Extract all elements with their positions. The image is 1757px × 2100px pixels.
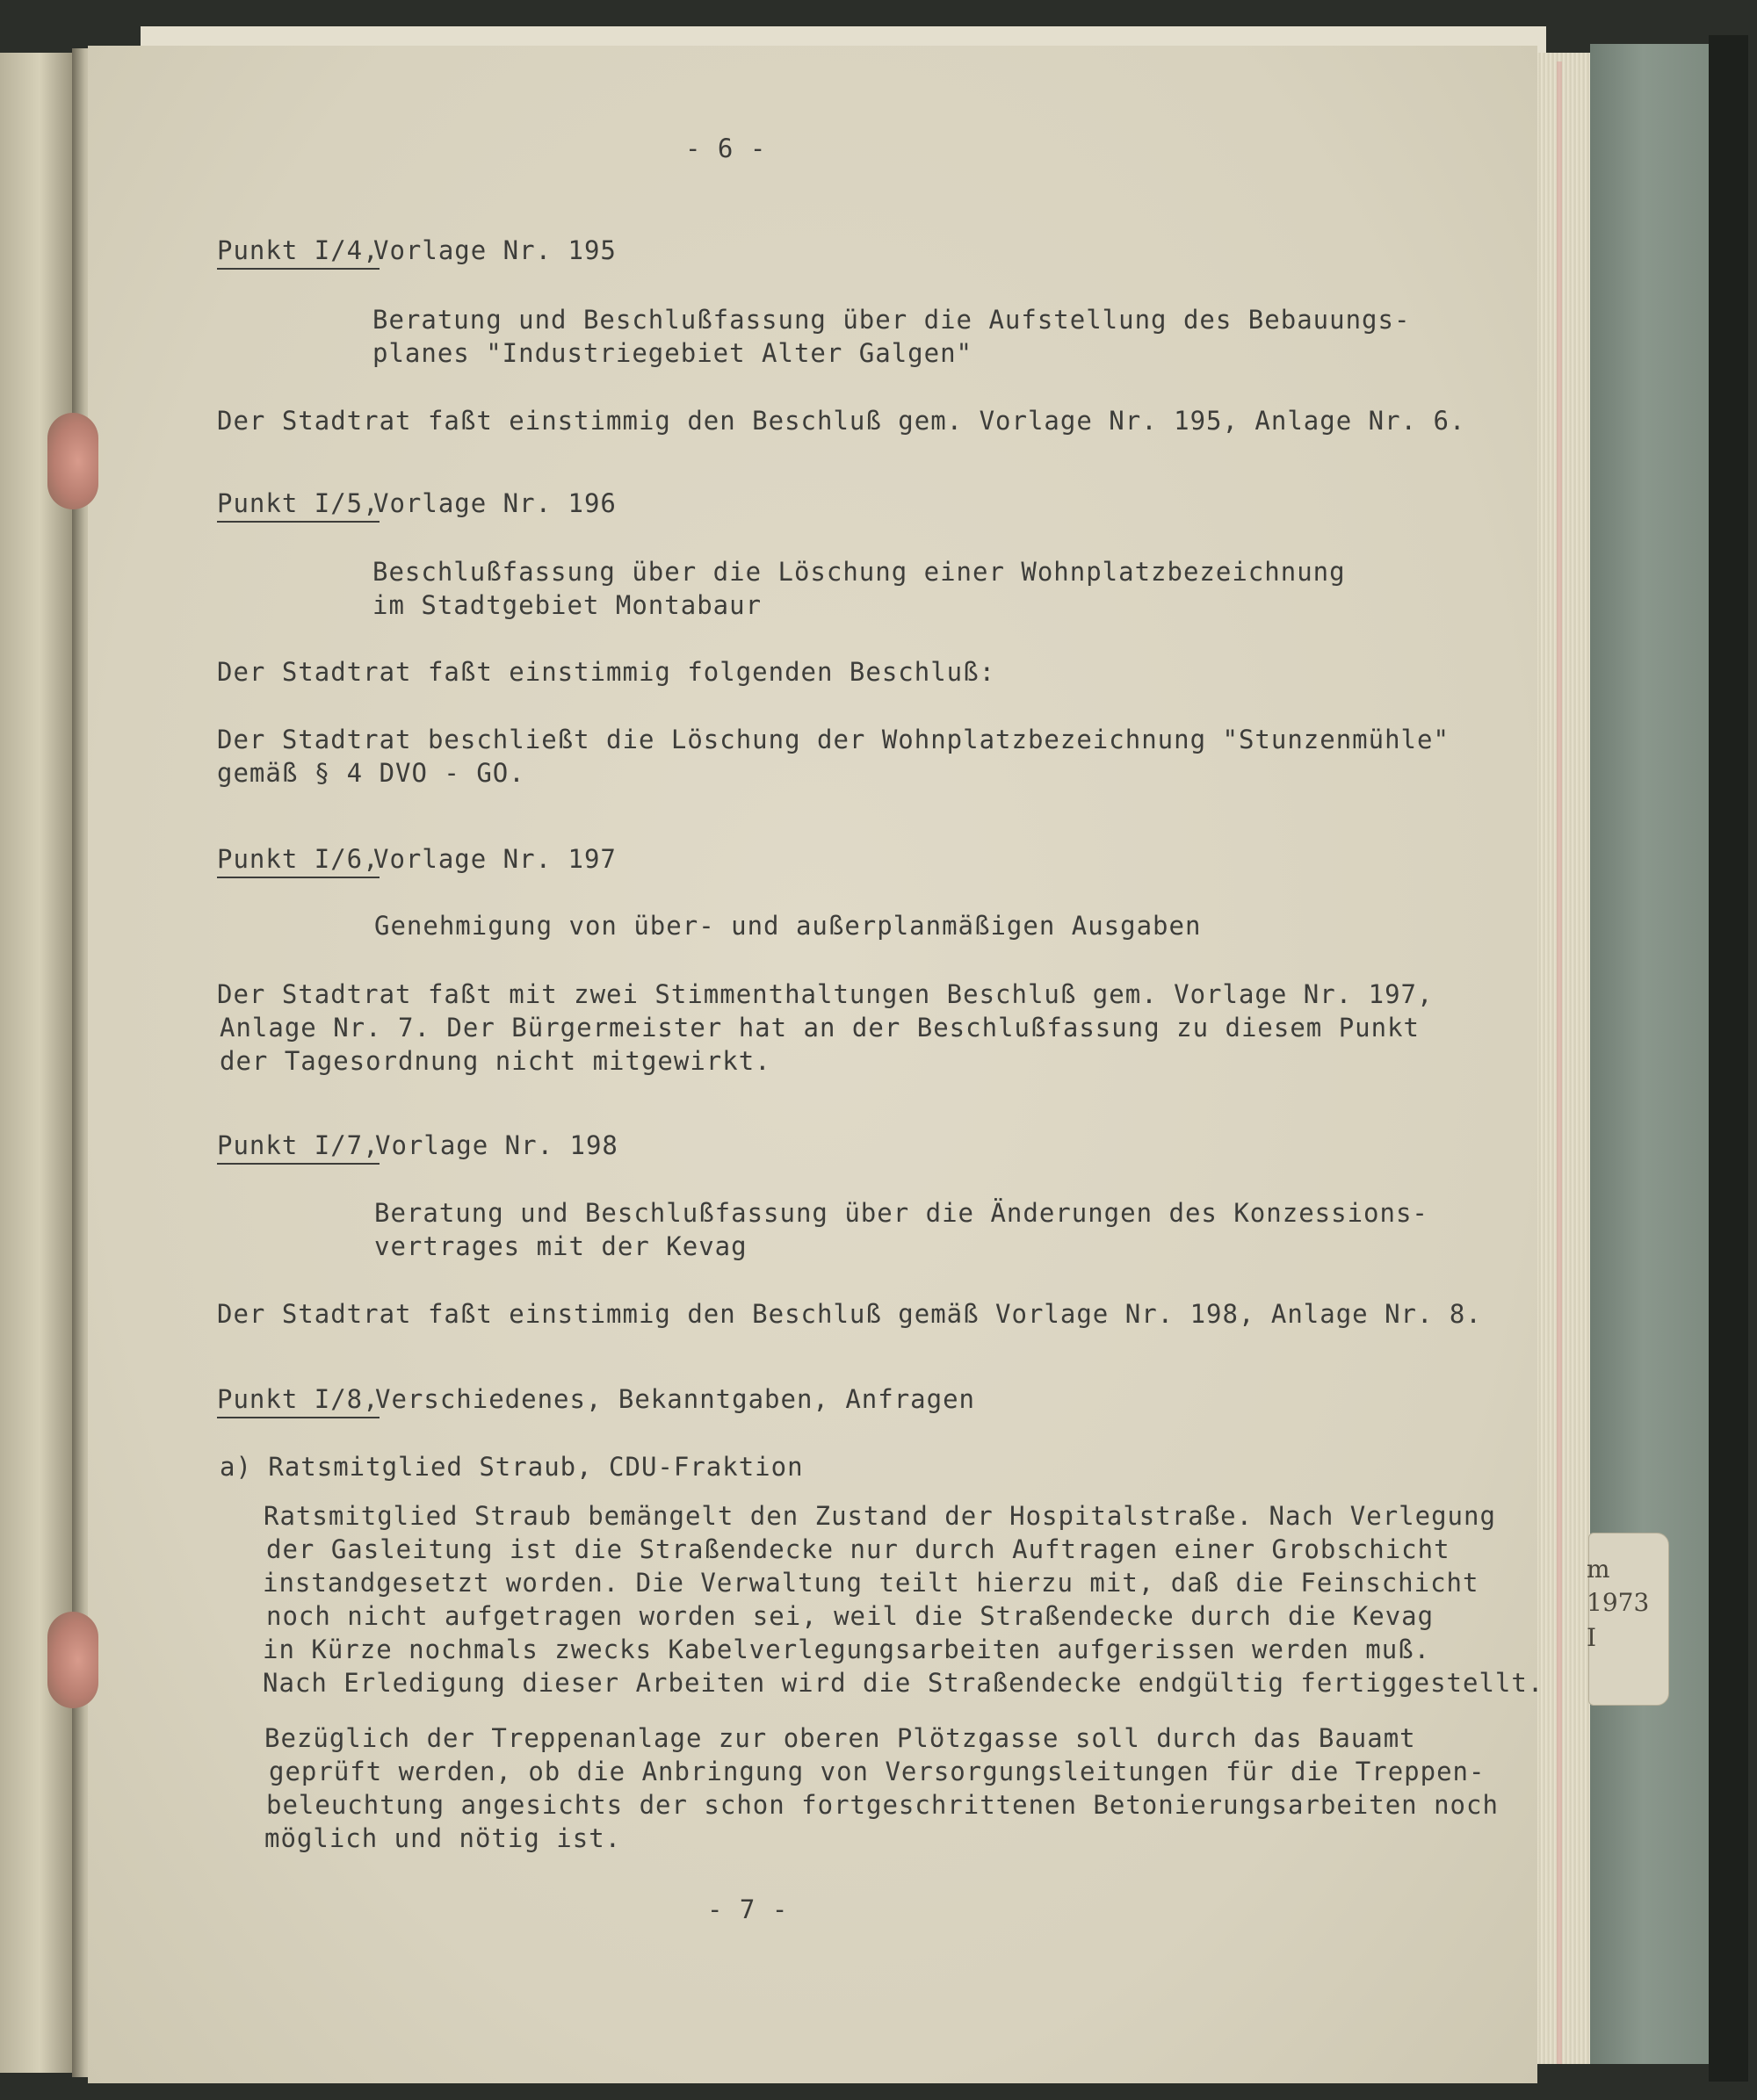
paragraph-line: in Kürze nochmals zwecks Kabelverlegungsarbeiten aufgerissen werden muß. (263, 1635, 1431, 1664)
section-description-line: Beratung und Beschlußfassung über die Aufstellung des Bebauungs- (372, 305, 1411, 335)
section-description-line: planes "Industriegebiet Alter Galgen" (372, 338, 973, 368)
paragraph-line: der Gasleitung ist die Straßendecke nur durch Auftragen einer Grobschicht (266, 1534, 1450, 1564)
section-resolution-line: Anlage Nr. 7. Der Bürgermeister hat an der Beschlußfassung zu diesem Punkt (220, 1013, 1421, 1043)
page-stack-edges (1537, 53, 1590, 2064)
section-label: Punkt I/7, (217, 1129, 380, 1165)
binder-cover (1590, 44, 1722, 2064)
punch-hole-lower (47, 1612, 98, 1708)
paragraph-line: möglich und nötig ist. (264, 1823, 622, 1853)
tab-label-line-3: I (1587, 1623, 1597, 1652)
section-description-line: Beschlußfassung über die Löschung einer Wohnplatzbezeichnung (372, 557, 1346, 587)
paragraph-line: Bezüglich der Treppenanlage zur oberen Plötzgasse soll durch das Bauamt (264, 1723, 1416, 1753)
red-page-edge (1557, 61, 1562, 2064)
section-title: Vorlage Nr. 198 (375, 1130, 618, 1160)
section-resolution-line: Der Stadtrat faßt einstimmig den Beschluß gemäß Vorlage Nr. 198, Anlage Nr. 8. (217, 1299, 1482, 1329)
section-resolution-line: Der Stadtrat faßt mit zwei Stimmenthaltungen Beschluß gem. Vorlage Nr. 197, (217, 979, 1434, 1009)
left-page-edge (0, 53, 72, 2073)
page-number-top: - 6 - (685, 134, 767, 163)
section-title: Vorlage Nr. 196 (373, 488, 617, 518)
section-description-line: im Stadtgebiet Montabaur (372, 590, 763, 620)
subitem-heading: a) Ratsmitglied Straub, CDU-Fraktion (220, 1452, 804, 1482)
section-label: Punkt I/5, (217, 487, 380, 523)
punch-hole-upper (47, 413, 98, 509)
paragraph-line: Nach Erledigung dieser Arbeiten wird die Straßendecke endgültig fertiggestellt. (263, 1668, 1544, 1698)
paragraph-line: Ratsmitglied Straub bemängelt den Zustand der Hospitalstraße. Nach Verlegung (264, 1501, 1496, 1531)
paragraph-line: geprüft werden, ob die Anbringung von Versorgungsleitungen für die Treppen- (269, 1757, 1486, 1786)
section-description-line: vertrages mit der Kevag (374, 1231, 748, 1261)
section-resolution-line: gemäß § 4 DVO - GO. (217, 758, 525, 788)
section-resolution-line: Der Stadtrat beschließt die Löschung der Wohnplatzbezeichnung "Stunzenmühle" (217, 725, 1450, 754)
binder-cover-edge (1709, 35, 1748, 2082)
tab-label-line-1: m (1587, 1555, 1610, 1584)
section-description-line: Beratung und Beschlußfassung über die Änderungen des Konzessions- (374, 1198, 1428, 1228)
section-resolution-line: Der Stadtrat faßt einstimmig den Beschluß gem. Vorlage Nr. 195, Anlage Nr. 6. (217, 406, 1466, 436)
section-resolution-line: der Tagesordnung nicht mitgewirkt. (220, 1046, 771, 1076)
paragraph-line: noch nicht aufgetragen worden sei, weil die Straßendecke durch die Kevag (266, 1601, 1435, 1631)
section-label: Punkt I/6, (217, 842, 380, 878)
section-title: Verschiedenes, Bekanntgaben, Anfragen (375, 1384, 976, 1414)
paragraph-line: beleuchtung angesichts der schon fortgeschrittenen Betonierungsarbeiten noch (266, 1790, 1499, 1820)
page-number-bottom: - 7 - (707, 1894, 789, 1924)
section-description-line: Genehmigung von über- und außerplanmäßigen Ausgaben (374, 911, 1202, 941)
section-title: Vorlage Nr. 195 (373, 235, 617, 265)
section-label: Punkt I/4, (217, 234, 380, 270)
section-resolution-line: Der Stadtrat faßt einstimmig folgenden Beschluß: (217, 657, 996, 687)
section-title: Vorlage Nr. 197 (373, 844, 617, 874)
paragraph-line: instandgesetzt worden. Die Verwaltung teilt hierzu mit, daß die Feinschicht (263, 1568, 1479, 1598)
tab-label-line-2: 1973 (1587, 1588, 1650, 1617)
section-label: Punkt I/8, (217, 1382, 380, 1418)
